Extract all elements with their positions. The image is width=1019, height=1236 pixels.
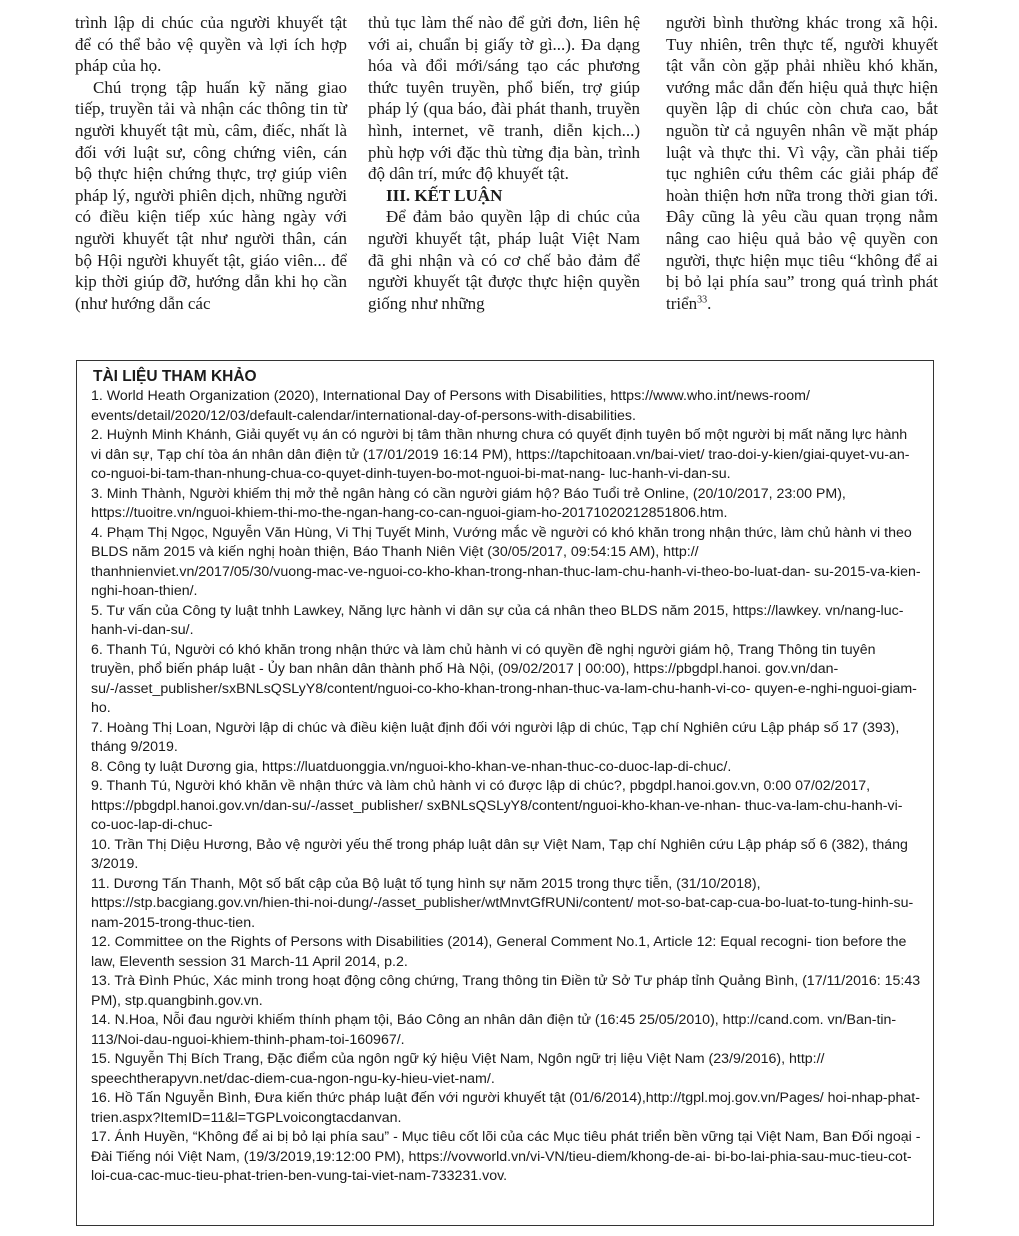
paragraph: Để đảm bảo quyền lập di chúc của người khuyết tật, pháp luật Việt Nam đã ghi nhận và có cơ chế bảo đảm để người khuyết tật được thực hiện quyền giống như những <box>368 207 640 313</box>
reference-list <box>91 387 921 1187</box>
reference-item: 10. Trần Thị Diệu Hương, Bảo vệ người yếu thế trong pháp luật dân sự Việt Nam, Tạp chí Nghiên cứu Lập pháp số 6 (382), tháng 3/2019. <box>91 836 908 872</box>
reference-item: 17. Ánh Huyền, “Không để ai bị bỏ lại phía sau” - Mục tiêu cốt lõi của các Mục tiêu phát triển bền vững tại Việt Nam, Ban Đối ngoại - Đài Tiếng nói Việt Nam, (19/3/2019,19:12:00 PM), https://vovworld.vn/vi-VN/tieu-diem/khong-de-ai- bi-bo-lai-phia-sau-muc-tieu-cot-loi-cua-cac-muc-tieu-phat-trien-ben-vung-tai-viet-nam-733231.vov. <box>91 1129 921 1184</box>
references-box <box>76 360 934 1226</box>
body-column-2 <box>368 12 640 314</box>
reference-item: 2. Huỳnh Minh Khánh, Giải quyết vụ án có người bị tâm thần nhưng chưa có quyết định tuyên bố một người bị mất năng lực hành vi dân sự, Tạp chí tòa án nhân dân điện tử (17/01/2019 16:14 PM), https://tapchitoaan.vn/bai-viet/ trao-doi-y-kien/giai-quyet-vu-an-co-nguoi-bi-tam-than-nhung-chua-co-quyet-dinh-tuyen-bo-mot-nguoi-bi-mat-nang- luc-hanh-vi-dan-su. <box>91 427 910 482</box>
reference-item: 4. Phạm Thị Ngọc, Nguyễn Văn Hùng, Vi Thị Tuyết Minh, Vướng mắc về người có khó khăn trong nhận thức, làm chủ hành vi theo BLDS năm 2015 và kiến nghị hoàn thiện, Báo Thanh Niên Việt (30/05/2017, 09:54:15 AM), http:// thanhnienviet.vn/2017/05/30/vuong-mac-ve-nguoi-co-kho-khan-trong-nhan-thuc-lam-chu-hanh-vi-theo-bo-luat-dan- su-2015-va-kien-nghi-hoan-thien/. <box>91 524 921 599</box>
paragraph: Chú trọng tập huấn kỹ năng giao tiếp, truyền tải và nhận các thông tin từ người khuyết tật mù, câm, điếc, nhất là đối với luật sư, công chứng viên, cán bộ thực hiện chứng thực, trợ giúp viên pháp lý, người phiên dịch, những người có điều kiện tiếp xúc hàng ngày với người khuyết tật như người thân, cán bộ Hội người khuyết tật, giáo viên... để kịp thời giúp đỡ, hướng dẫn khi họ cần (như hướng dẫn các <box>75 77 347 313</box>
reference-item: 12. Committee on the Rights of Persons with Disabilities (2014), General Comment No.1, Article 12: Equal recogni- tion before the law, Eleventh session 31 March-11 April 2014, p.2. <box>91 934 907 970</box>
reference-item: 13. Trà Đình Phúc, Xác minh trong hoạt động công chứng, Trang thông tin Điền tử Sở Tư pháp tỉnh Quảng Bình, (17/11/2016: 15:43 PM), stp.quangbinh.gov.vn. <box>91 973 921 1009</box>
body-column-1 <box>75 12 347 314</box>
reference-item: 11. Dương Tấn Thanh, Một số bất cập của Bộ luật tố tụng hình sự năm 2015 trong thực tiễn, (31/10/2018), https://stp.bacgiang.gov.vn/hien-thi-noi-dung/-/asset_publisher/wtMnvtGfRUNi/content/ mot-so-bat-cap-cua-bo-luat-to-tung-hinh-su-nam-2015-trong-thuc-tien. <box>91 875 914 931</box>
reference-item: 14. N.Hoa, Nỗi đau người khiếm thính phạm tội, Báo Công an nhân dân điện tử (16:45 25/05/2010), http://cand.com. vn/Ban-tin-113/Noi-dau-nguoi-khiem-thinh-pham-toi-160967/. <box>91 1012 897 1048</box>
paragraph: thủ tục làm thế nào để gửi đơn, liên hệ với ai, chuẩn bị giấy tờ gì...). Đa dạng hóa và đổi mới/sáng tạo các phương thức tuyên truyền, phổ biến, trợ giúp pháp lý (qua báo, đài phát thanh, truyền hình, internet, vẽ tranh, diễn kịch...) phù hợp với đặc thù từng địa bàn, trình độ dân trí, mức độ khuyết tật. <box>368 13 640 184</box>
reference-item: 3. Minh Thành, Người khiếm thị mở thẻ ngân hàng có cần người giám hộ? Báo Tuổi trẻ Online, (20/10/2017, 23:00 PM), https://tuoitre.vn/nguoi-khiem-thi-mo-the-ngan-hang-co-can-nguoi-giam-ho-20171020212851806.htm. <box>91 485 846 521</box>
reference-item: 1. World Heath Organization (2020), International Day of Persons with Disabilities, https://www.who.int/news-room/ events/detail/2020/12/03/default-calendar/international-day-of-persons-with-disabilities. <box>91 388 810 424</box>
reference-item: 15. Nguyễn Thị Bích Trang, Đặc điểm của ngôn ngữ ký hiệu Việt Nam, Ngôn ngữ trị liệu Việt Nam (23/9/2016), http:// speechtherapyvn.net/dac-diem-cua-ngon-ngu-ky-hieu-viet-nam/. <box>91 1051 825 1087</box>
reference-item: 6. Thanh Tú, Người có khó khăn trong nhận thức và làm chủ hành vi có quyền đề nghị người giám hộ, Trang Thông tin tuyên truyền, phổ biến pháp luật - Ủy ban nhân dân thành phố Hà Nội, (09/02/2017 | 00:00), https://pbgdpl.hanoi. gov.vn/dan-su/-/asset_publisher/sxBNLsQSLyY8/content/nguoi-co-kho-khan-trong-nhan-thuc-va-lam-chu-hanh-vi-co- quyen-e-nghi-nguoi-giam-ho. <box>91 641 917 716</box>
paragraph: trình lập di chúc của người khuyết tật để có thể bảo vệ quyền và lợi ích hợp pháp của họ. <box>75 13 347 76</box>
reference-item: 8. Công ty luật Dương gia, https://luatduonggia.vn/nguoi-kho-khan-ve-nhan-thuc-co-duoc-lap-di-chuc/. <box>91 758 732 775</box>
paragraph <box>666 12 938 314</box>
references-title: TÀI LIỆU THAM KHẢO <box>93 368 257 385</box>
reference-item: 5. Tư vấn của Công ty luật tnhh Lawkey, Năng lực hành vi dân sự của cá nhân theo BLDS năm 2015, https://lawkey. vn/nang-luc-hanh-vi-dan-su/. <box>91 602 904 638</box>
reference-item: 16. Hồ Tấn Nguyễn Bình, Đưa kiến thức pháp luật đến với người khuyết tật (01/6/2014),http://tgpl.moj.gov.vn/Pages/ hoi-nhap-phat-trien.aspx?ItemID=11&l=TGPLvoicongtacdanvan. <box>91 1090 920 1126</box>
body-column-3 <box>666 12 938 314</box>
reference-item: 9. Thanh Tú, Người khó khăn về nhận thức và làm chủ hành vi có được lập di chúc?, pbgdpl.hanoi.gov.vn, 0:00 07/02/2017, https://pbgdpl.hanoi.gov.vn/dan-su/-/asset_publisher/ sxBNLsQSLyY8/content/nguoi-kho-khan-ve-nhan- thuc-va-lam-chu-hanh-vi-co-uoc-lap-di-chuc- <box>91 778 903 833</box>
paragraph-text: người bình thường khác trong xã hội. Tuy nhiên, trên thực tế, người khuyết tật vẫn còn gặp phải nhiều khó khăn, vướng mắc dẫn đến hiệu quả thực hiện quyền lập di chúc còn chưa cao, bắt nguồn từ cả nguyên nhân về mặt pháp luật và thực thi. Vì vậy, cần phải tiếp tục nghiên cứu thêm các giải pháp để hoàn thiện hơn nữa trong thời gian tới. Đây cũng là yêu cầu quan trọng nằm nâng cao hiệu quả bảo vệ quyền con người, thực hiện mục tiêu “không để ai bị bỏ lại phía sau” trong quá trình phát triển <box>666 13 938 313</box>
paragraph-end: . <box>707 293 712 313</box>
reference-item: 7. Hoàng Thị Loan, Người lập di chúc và điều kiện luật định đối với người lập di chúc, Tạp chí Nghiên cứu Lập pháp số 17 (393), tháng 9/2019. <box>91 719 900 755</box>
footnote-marker[interactable]: 33 <box>697 294 708 306</box>
section-heading: III. KẾT LUẬN <box>386 185 503 205</box>
